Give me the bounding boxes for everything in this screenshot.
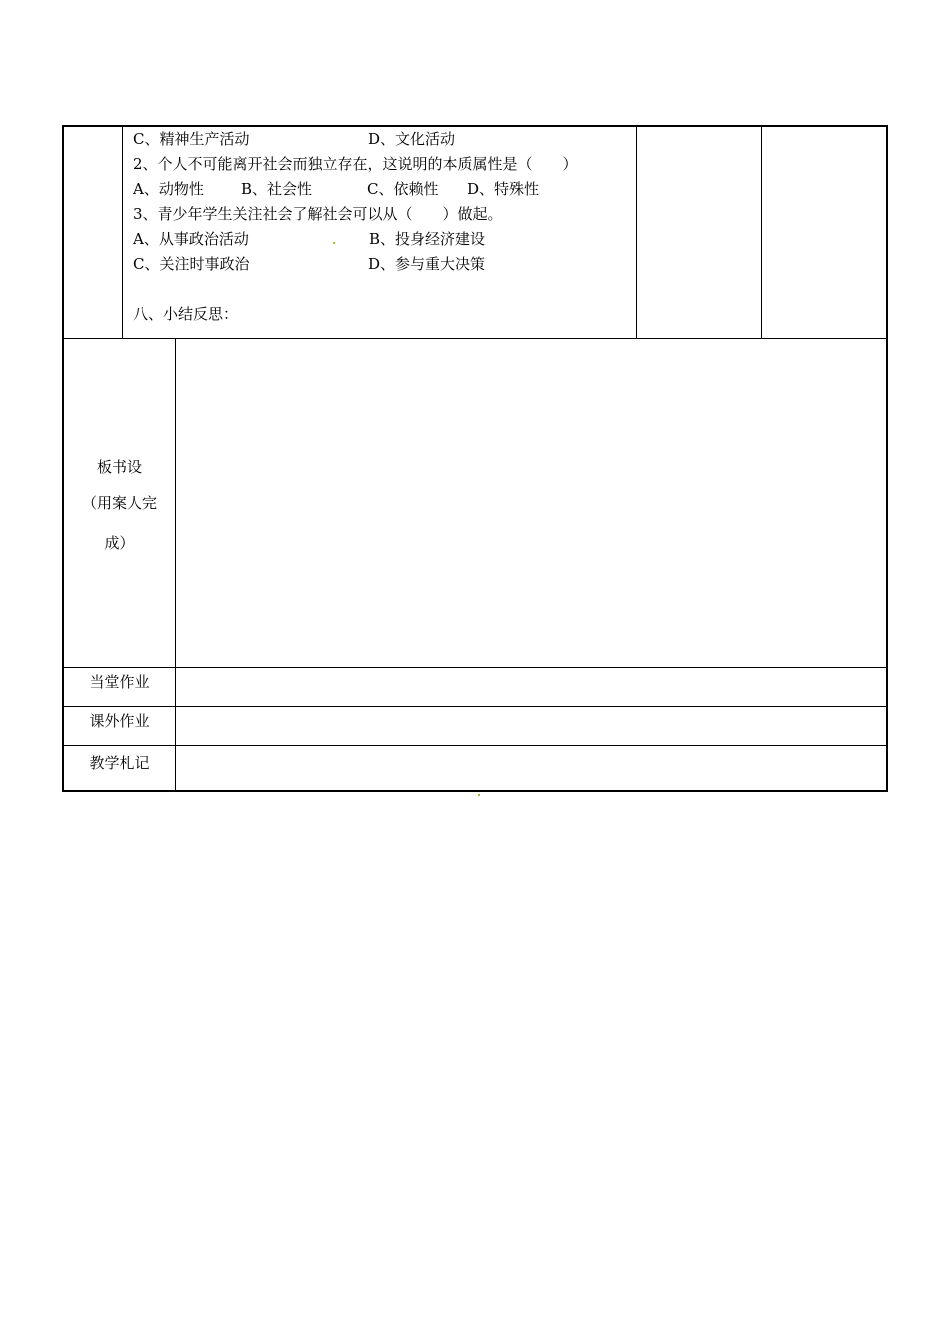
board-design-label-line1: 板书设: [96, 458, 142, 476]
question-3-stem: 3、青少年学生关注社会了解社会可以从（ ）做起。: [133, 205, 503, 223]
column-divider: [122, 127, 123, 338]
row-divider: [64, 667, 886, 668]
option-a-q2: A、动物性: [133, 180, 204, 198]
extra-homework-label: 课外作业: [89, 712, 150, 730]
column-divider: [175, 339, 176, 790]
option-d-q1: D、文化活动: [368, 130, 456, 148]
question-2-stem: 2、个人不可能离开社会而独立存在，这说明的本质属性是（ ）: [133, 155, 578, 173]
summary-reflection-heading: 八、小结反思：: [133, 305, 239, 323]
row-divider: [64, 706, 886, 707]
option-d-q2: D、特殊性: [467, 180, 540, 198]
option-b-q3: B、投身经济建设: [369, 230, 486, 248]
board-design-label-line3: 成）: [104, 534, 135, 552]
row-divider: [64, 338, 886, 339]
option-c-q2: C、依赖性: [367, 180, 439, 198]
lesson-plan-table: [62, 125, 888, 792]
teaching-notes-label: 教学札记: [89, 754, 150, 772]
option-c-q1: C、精神生产活动: [133, 130, 250, 148]
scan-speck: [333, 242, 335, 244]
option-c-q3: C、关注时事政治: [133, 255, 250, 273]
option-d-q3: D、参与重大决策: [368, 255, 486, 273]
board-design-label-line2: （用案人完: [81, 494, 157, 512]
board-design-label: [64, 457, 175, 553]
column-divider: [761, 127, 762, 338]
row-divider: [64, 745, 886, 746]
option-a-q3: A、从事政治活动: [133, 230, 249, 248]
option-b-q2: B、社会性: [241, 180, 313, 198]
scan-speck: [478, 794, 480, 796]
column-divider: [636, 127, 637, 338]
class-homework-label: 当堂作业: [89, 673, 150, 691]
